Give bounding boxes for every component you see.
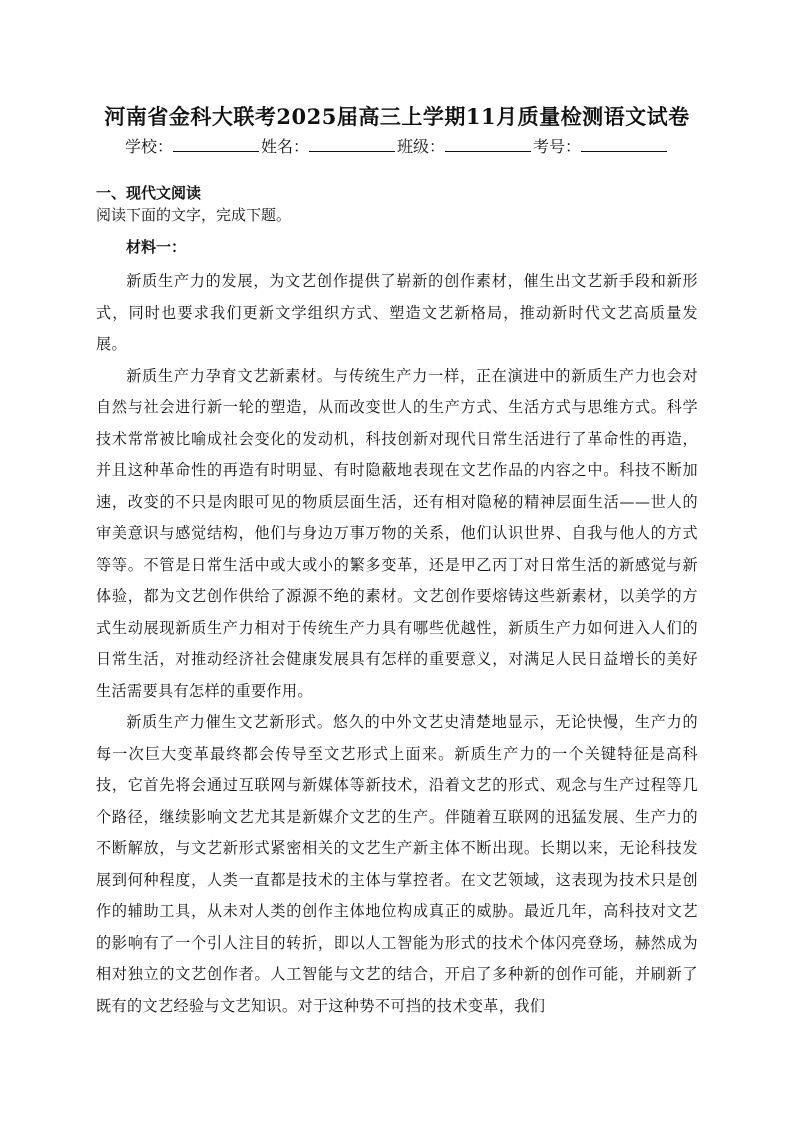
material-label: 材料一： [126,238,187,256]
name-blank [309,137,395,152]
name-label: 姓名： [260,137,309,156]
exam-number-blank [581,137,667,152]
section-heading: 一、现代文阅读 [96,184,202,202]
class-field [397,137,533,156]
exam-title: 河南省金科大联考2025届高三上学期11月质量检测语文试卷 [104,104,690,129]
exam-number-label: 考号： [533,137,582,156]
reading-instruction: 阅读下面的文字，完成下题。 [96,206,292,224]
paragraph: 新质生产力孕育文艺新素材。与传统生产力一样，正在演进中的新质生产力也会对自然与社会进行新一轮的塑造，从而改变世人的生产方式、生活方式与思维方式。科学技术常常被比喻成社会变化的发动机，科技创新对现代日常生活进行了革命性的再造，并且这种革命性的再造有时明显、有时隐蔽地表现在文艺作品的内容之中。科技不断加速，改变的不只是肉眼可见的物质层面生活，还有相对隐秘的精神层面生活——世人的审美意识与感觉结构，他们与身边万事万物的关系，他们认识世界、自我与他人的方式等等。不管是日常生活中或大或小的繁多变革，还是甲乙丙丁对日常生活的新感觉与新体验，都为文艺创作供给了源源不绝的素材。文艺创作要熔铸这些新素材，以美学的方式生动展现新质生产力相对于传统生产力具有哪些优越性，新质生产力如何进入人们的日常生活，对推动经济社会健康发展具有怎样的重要意义，对满足人民日益增长的美好生活需要具有怎样的重要作用。 [96,366,698,700]
name-field [261,137,397,156]
paragraph: 新质生产力催生文艺新形式。悠久的中外文艺史清楚地显示，无论快慢，生产力的每一次巨大变革最终都会传导至文艺形式上面来。新质生产力的一个关键特征是高科技，它首先将会通过互联网与新媒体等新技术，沿着文艺的形式、观念与生产过程等几个路径，继续影响文艺尤其是新媒介文艺的生产。伴随着互联网的迅猛发展、生产力的不断解放，与文艺新形式紧密相关的文艺生产新主体不断出现。长期以来，无论科技发展到何种程度，人类一直都是技术的主体与掌控者。在文艺领域，这表现为技术只是创作的辅助工具，从未对人类的创作主体地位构成真正的威胁。最近几年，高科技对文艺的影响有了一个引人注目的转折，即以人工智能为形式的技术个体闪亮登场，赫然成为相对独立的文艺创作者。人工智能与文艺的结合，开启了多种新的创作可能，并刷新了既有的文艺经验与文艺知识。对于这种势不可挡的技术变革，我们 [96,713,698,1015]
class-blank [445,137,531,152]
student-info-row [96,134,698,160]
school-label: 学校： [124,137,173,156]
paragraph: 新质生产力的发展，为文艺创作提供了崭新的创作素材，催生出文艺新手段和新形式，同时也要求我们更新文学组织方式、塑造文艺新格局，推动新时代文艺高质量发展。 [96,272,698,353]
school-field [125,137,261,156]
class-label: 班级： [397,137,446,156]
school-blank [173,137,259,152]
exam-number-field [533,137,669,156]
